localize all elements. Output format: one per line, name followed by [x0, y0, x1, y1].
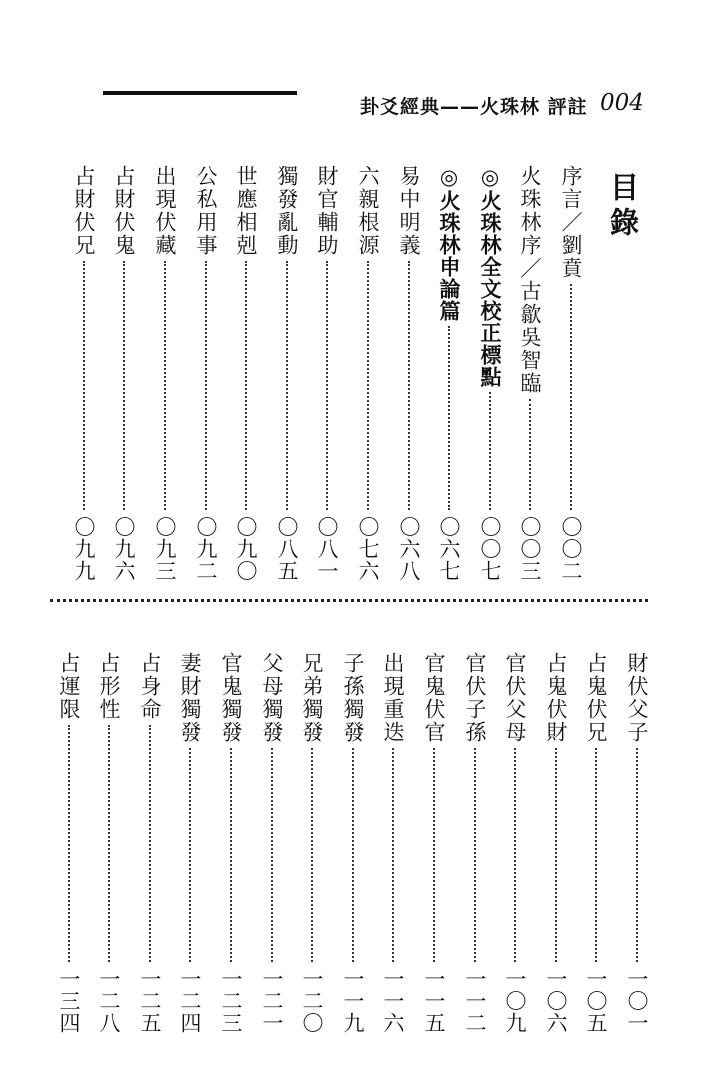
entry-title: 妻財獨發 — [178, 652, 202, 744]
dot-leader — [286, 261, 288, 510]
dot-leader — [433, 748, 435, 962]
book-title: 卦爻經典——火珠林 評註 — [360, 96, 588, 118]
entry-page-number: 〇九九 — [72, 516, 96, 582]
entry-page-number: 〇六八 — [397, 516, 421, 582]
entry-page-number: 一〇六 — [544, 968, 568, 1034]
section-divider — [50, 599, 648, 602]
entry-title: 占財伏鬼 — [112, 165, 136, 257]
entry-page-number: 一二八 — [97, 968, 121, 1034]
entry-page-number: 一一二 — [463, 968, 487, 1034]
entry-page-number: 一二三 — [219, 968, 243, 1034]
dot-leader — [595, 748, 597, 962]
entry-title: 序言／劉賁 — [559, 165, 583, 280]
dot-leader — [189, 748, 191, 962]
entry-title: 父母獨發 — [260, 652, 284, 744]
entry-title: 占運限 — [57, 652, 81, 721]
entry-page-number: 〇八一 — [315, 516, 339, 582]
toc-heading: 目錄 — [606, 172, 640, 242]
entry-page-number: 一三四 — [57, 968, 81, 1034]
dot-leader — [474, 748, 476, 962]
entry-page-number: 〇七六 — [356, 516, 380, 582]
entry-page-number: 一二五 — [138, 968, 162, 1034]
dot-leader — [367, 261, 369, 510]
entry-title: ◎火珠林申論篇 — [437, 165, 461, 322]
entry-title: 占財伏兄 — [72, 165, 96, 257]
entry-page-number: 〇九六 — [112, 516, 136, 582]
entry-page-number: 一一六 — [381, 968, 405, 1034]
entry-title: 官伏子孫 — [463, 652, 487, 744]
entry-page-number: 一一五 — [422, 968, 446, 1034]
dot-leader — [489, 392, 491, 510]
entry-title: 獨發亂動 — [275, 165, 299, 257]
dot-leader — [230, 748, 232, 962]
entry-title: 占身命 — [138, 652, 162, 721]
dot-leader — [205, 261, 207, 510]
dot-leader — [529, 399, 531, 510]
entry-title: 占鬼伏兄 — [584, 652, 608, 744]
entry-page-number: 一〇九 — [503, 968, 527, 1034]
dot-leader — [392, 748, 394, 962]
dot-leader — [123, 261, 125, 510]
entry-title: 火珠林序／古歙吳智臨 — [518, 165, 542, 395]
dot-leader — [636, 748, 638, 962]
dot-leader — [108, 725, 110, 962]
dot-leader — [83, 261, 85, 510]
entry-title: 財官輔助 — [315, 165, 339, 257]
entry-page-number: 〇〇三 — [518, 516, 542, 582]
entry-page-number: 一二〇 — [300, 968, 324, 1034]
dot-leader — [514, 748, 516, 962]
dot-leader — [68, 725, 70, 962]
running-header — [360, 92, 660, 122]
dot-leader — [149, 725, 151, 962]
entry-title: 六親根源 — [356, 165, 380, 257]
dot-leader — [271, 748, 273, 962]
entry-title: 占鬼伏財 — [544, 652, 568, 744]
entry-page-number: 〇六七 — [437, 516, 461, 582]
entry-page-number: 一二一 — [260, 968, 284, 1034]
entry-page-number: 〇〇七 — [478, 516, 502, 582]
page-number: 004 — [600, 90, 644, 116]
entry-title: 財伏父子 — [625, 652, 649, 744]
dot-leader — [245, 261, 247, 510]
entry-title: 出現重迭 — [381, 652, 405, 744]
entry-page-number: 一一九 — [341, 968, 365, 1034]
entry-title: 子孫獨發 — [341, 652, 365, 744]
entry-page-number: 〇九三 — [153, 516, 177, 582]
dot-leader — [555, 748, 557, 962]
entry-title: 公私用事 — [194, 165, 218, 257]
dot-leader — [448, 326, 450, 510]
entry-page-number: 〇八五 — [275, 516, 299, 582]
entry-title: ◎火珠林全文校正標點 — [478, 165, 502, 388]
dot-leader — [311, 748, 313, 962]
dot-leader — [352, 748, 354, 962]
dot-leader — [570, 284, 572, 510]
entry-page-number: 一〇一 — [625, 968, 649, 1034]
entry-title: 出現伏藏 — [153, 165, 177, 257]
entry-title: 占形性 — [97, 652, 121, 721]
entry-page-number: 一二四 — [178, 968, 202, 1034]
entry-title: 世應相剋 — [234, 165, 258, 257]
header-rule — [103, 91, 297, 95]
dot-leader — [326, 261, 328, 510]
entry-page-number: 〇九〇 — [234, 516, 258, 582]
dot-leader — [408, 261, 410, 510]
entry-title: 兄弟獨發 — [300, 652, 324, 744]
entry-title: 官鬼伏官 — [422, 652, 446, 744]
entry-title: 官伏父母 — [503, 652, 527, 744]
entry-page-number: 〇九二 — [194, 516, 218, 582]
entry-page-number: 一〇五 — [584, 968, 608, 1034]
dot-leader — [164, 261, 166, 510]
entry-title: 易中明義 — [397, 165, 421, 257]
entry-title: 官鬼獨發 — [219, 652, 243, 744]
entry-page-number: 〇〇二 — [559, 516, 583, 582]
